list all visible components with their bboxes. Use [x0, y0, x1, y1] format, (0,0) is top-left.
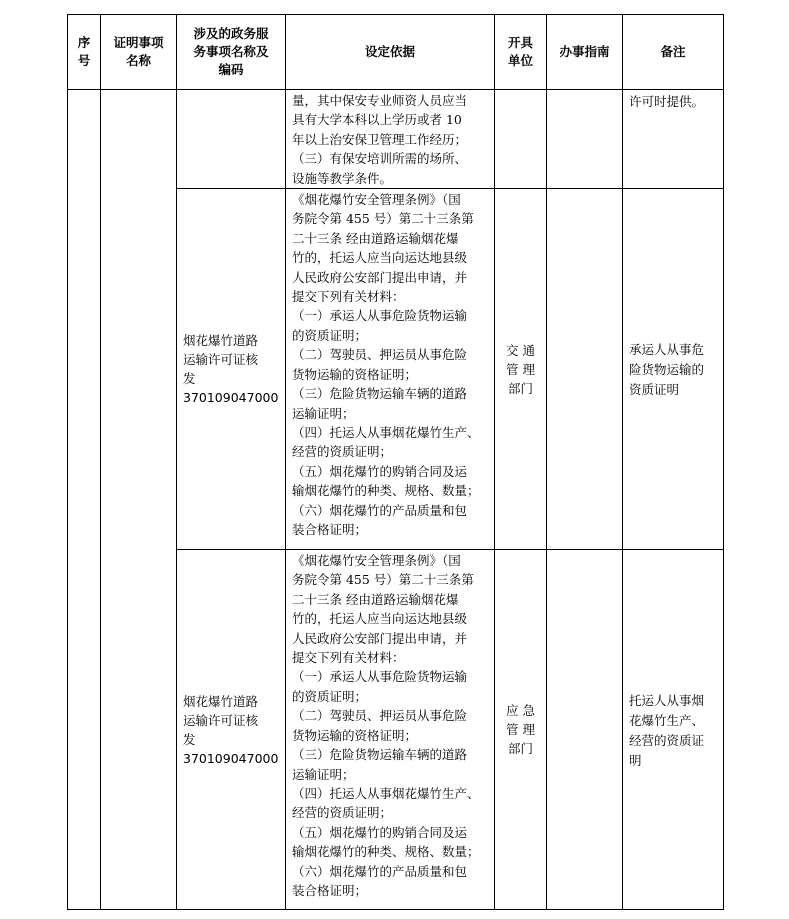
- header-cert-name: 证明事项 名称: [101, 15, 177, 90]
- header-guide: 办事指南: [547, 15, 623, 90]
- table-header-row: [68, 15, 724, 90]
- cert-name-cell: [101, 90, 177, 910]
- remark-cell: 托运人从事烟 花爆竹生产、 经营的资质证 明: [623, 550, 724, 910]
- guide-cell: [547, 189, 623, 550]
- basis-cell: 《烟花爆竹安全管理条例》（国 务院令第 455 号）第二十三条第 二十三条 经由道路运输烟花爆 竹的，托运人应当向运达地县级 人民政府公安部门提出申请，并 提交下列有关材料： （一）承运人从事危险货物运输 的资质证明； （二）驾驶员、押运员从事危险 货物运输的资格证明； （三）危险货物运输车辆的道路 运输证明； （四）托运人从事烟花爆竹生产、 经营的资质证明； （五）烟花爆竹的购销合同及运 输烟花爆竹的种类、规格、数量； （六）烟花爆竹的产品质量和包 装合格证明；: [286, 550, 495, 910]
- header-seq: 序 号: [68, 15, 101, 90]
- certificate-items-table: [67, 14, 724, 910]
- table-row-continued: [68, 90, 724, 189]
- remark-cell: 许可时提供。: [623, 90, 724, 189]
- basis-cell: 量，其中保安专业师资人员应当 具有大学本科以上学历或者 10 年以上治安保卫管理工作经历； （三）有保安培训所需的场所、 设施等教学条件。: [286, 90, 495, 189]
- seq-cell: [68, 90, 101, 910]
- issuer-cell: 应 急 管 理 部门: [495, 550, 547, 910]
- service-cell: 烟花爆竹道路 运输许可证核 发 370109047000: [177, 550, 286, 910]
- header-service-name: 涉及的政务服 务事项名称及 编码: [177, 15, 286, 90]
- header-issuer: 开具 单位: [495, 15, 547, 90]
- guide-cell: [547, 90, 623, 189]
- issuer-cell: [495, 90, 547, 189]
- header-remark: 备注: [623, 15, 724, 90]
- guide-cell: [547, 550, 623, 910]
- service-cell: 烟花爆竹道路 运输许可证核 发 370109047000: [177, 189, 286, 550]
- service-cell: [177, 90, 286, 189]
- header-basis: 设定依据: [286, 15, 495, 90]
- issuer-cell: 交 通 管 理 部门: [495, 189, 547, 550]
- basis-cell: 《烟花爆竹安全管理条例》（国 务院令第 455 号）第二十三条第 二十三条 经由道路运输烟花爆 竹的，托运人应当向运达地县级 人民政府公安部门提出申请，并 提交下列有关材料： （一）承运人从事危险货物运输 的资质证明； （二）驾驶员、押运员从事危险 货物运输的资格证明； （三）危险货物运输车辆的道路 运输证明； （四）托运人从事烟花爆竹生产、 经营的资质证明； （五）烟花爆竹的购销合同及运 输烟花爆竹的种类、规格、数量； （六）烟花爆竹的产品质量和包 装合格证明；: [286, 189, 495, 550]
- remark-cell: 承运人从事危 险货物运输的 资质证明: [623, 189, 724, 550]
